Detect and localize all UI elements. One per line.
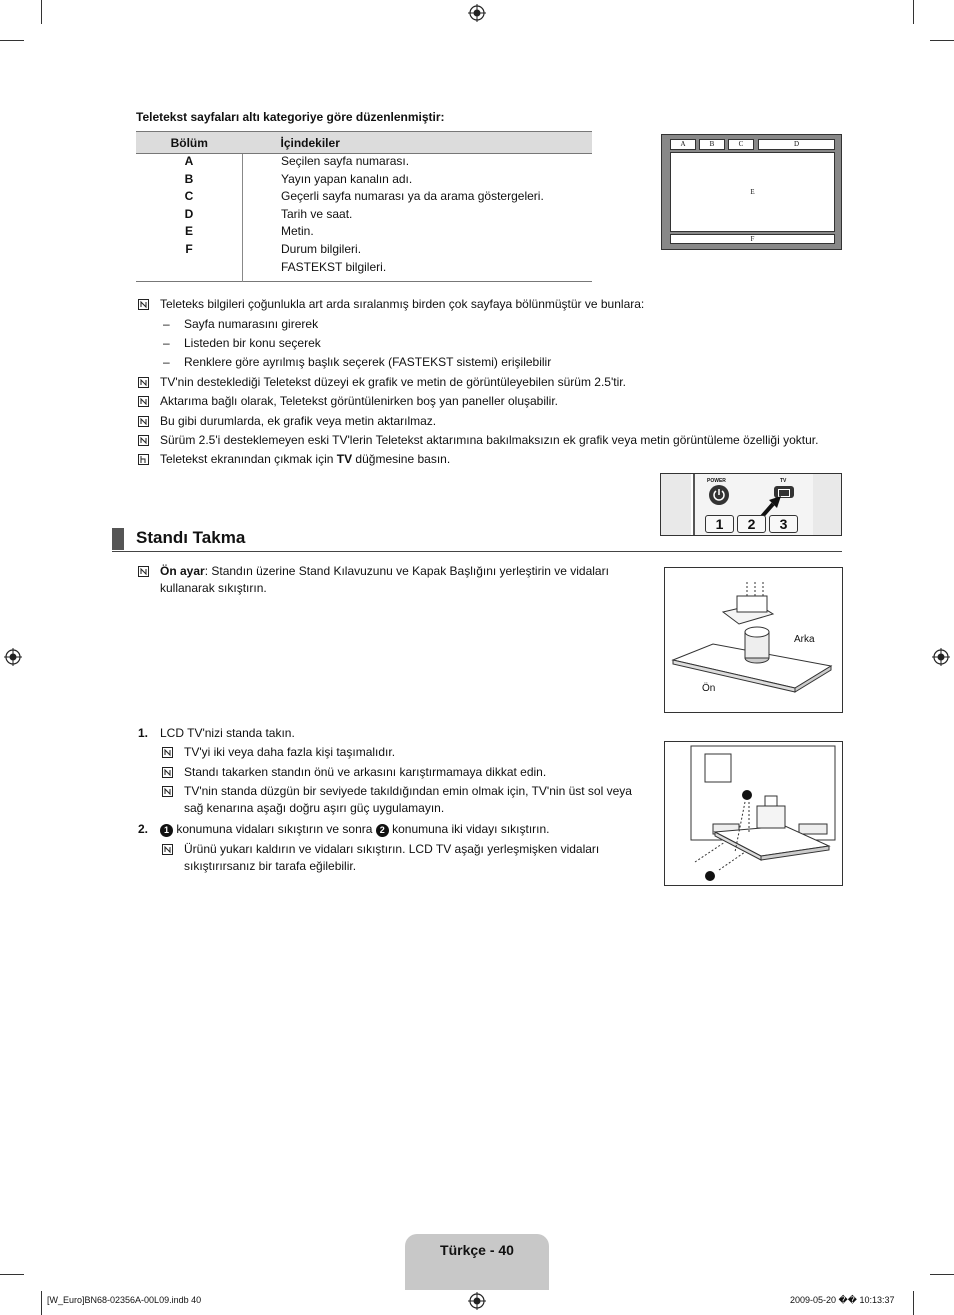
registration-mark-icon	[932, 648, 950, 666]
preset-note: Ön ayar: Standın üzerine Stand Kılavuzunu ve Kapak Başlığını yerleştirin ve vidaları	[160, 564, 609, 578]
note-text: TV'nin standa düzgün bir seviyede takıldığından emin olmak için, TV'nin üst sol veya	[184, 784, 632, 798]
note-text: Teleteks bilgileri çoğunlukla art arda sıralanmış birden çok sayfaya bölünmüştür ve bunlara:	[160, 297, 645, 311]
section-marker	[112, 528, 124, 550]
preset-note-cont: kullanarak sıkıştırın.	[160, 581, 267, 595]
table-row: FASTEKST bilgileri.	[136, 260, 592, 282]
note-icon	[138, 416, 149, 427]
section-rule	[112, 551, 842, 552]
tv-back-figure	[664, 741, 843, 886]
diagram-box-f: F	[670, 234, 835, 244]
stand-figure	[664, 567, 843, 713]
step-text: LCD TV'nizi standa takın.	[160, 726, 295, 740]
step-text: 1 konumuna vidaları sıkıştırın ve sonra 2 konumuna iki vidayı sıkıştırın.	[160, 821, 550, 838]
dash-bullet: –	[163, 317, 170, 331]
note-icon	[162, 767, 173, 778]
dash-text: Sayfa numarasını girerek	[184, 317, 319, 331]
crop-mark	[0, 40, 24, 41]
table-row: E Metin.	[136, 224, 592, 242]
crop-mark	[930, 40, 954, 41]
label-front: Ön	[702, 683, 716, 694]
note-icon	[138, 299, 149, 310]
crop-mark	[0, 1274, 24, 1275]
note-text: TV'yi iki veya daha fazla kişi taşımalıdır.	[184, 745, 396, 759]
circle-number-1: 1	[160, 824, 173, 837]
crop-mark	[41, 0, 42, 24]
registration-mark-icon	[468, 4, 486, 22]
dash-text: Listeden bir konu seçerek	[184, 336, 321, 350]
diagram-box-d: D	[758, 139, 835, 150]
note-icon	[162, 747, 173, 758]
tv-back-illustration	[665, 742, 842, 885]
table-row: A Seçilen sayfa numarası.	[136, 154, 592, 172]
note-icon	[138, 396, 149, 407]
table-header-contents: İçindekiler	[243, 132, 593, 154]
teletext-heading: Teletekst sayfaları altı kategoriye göre düzenlenmiştir:	[136, 110, 445, 124]
registration-mark-icon	[468, 1292, 486, 1310]
table-header-section: Bölüm	[136, 132, 243, 154]
note-text: Ürünü yukarı kaldırın ve vidaları sıkıştırın. LCD TV aşağı yerleşmişken vidaları	[184, 842, 600, 856]
note-text-exit: Teletekst ekranından çıkmak için TV düğmesine basın.	[160, 452, 451, 466]
table-row: D Tarih ve saat.	[136, 207, 592, 225]
note-icon	[162, 844, 173, 855]
teletext-table	[136, 131, 592, 282]
teletext-diagram	[661, 134, 842, 250]
note-text: Standı takarken standın önü ve arkasını karıştırmamaya dikkat edin.	[184, 765, 547, 779]
diagram-box-b: B	[699, 139, 725, 150]
key-1: 1	[705, 515, 734, 533]
note-text-cont: sıkıştırırsanız bir tarafa eğilebilir.	[184, 859, 357, 873]
dash-bullet: –	[163, 355, 170, 369]
power-icon	[709, 485, 729, 505]
crop-mark	[913, 0, 914, 24]
dash-text: Renklere göre ayrılmış başlık seçerek (FASTEKST sistemi) erişilebilir	[184, 355, 552, 369]
label-rear: Arka	[794, 634, 815, 645]
note-text-cont: sağ kenarına aşağı doğru aşırı güç uygulamayın.	[184, 801, 445, 815]
table-row: C Geçerli sayfa numarası ya da arama göstergeleri.	[136, 189, 592, 207]
table-row: B Yayın yapan kanalın adı.	[136, 172, 592, 190]
note-icon	[162, 786, 173, 797]
power-label: POWER	[707, 478, 726, 484]
remote-figure	[660, 473, 842, 536]
circle-number-2: 2	[376, 824, 389, 837]
diagram-box-e: E	[670, 152, 835, 232]
stand-illustration	[665, 568, 842, 712]
tv-label: TV	[780, 478, 787, 484]
note-icon	[138, 377, 149, 388]
dash-bullet: –	[163, 336, 170, 350]
step-number: 2.	[138, 822, 149, 836]
note-text: TV'nin desteklediği Teletekst düzeyi ek grafik ve metin de görüntüleyebilen sürüm 2.5'tir.	[160, 375, 626, 389]
key-3: 3	[769, 515, 798, 533]
diagram-box-a: A	[670, 139, 696, 150]
section-title: Standı Takma	[136, 528, 246, 547]
page-number: Türkçe - 40	[440, 1242, 514, 1258]
file-info: [W_Euro]BN68-02356A-00L09.indb 40	[47, 1295, 202, 1305]
tip-icon	[138, 454, 149, 465]
crop-mark	[41, 1291, 42, 1315]
crop-mark	[913, 1291, 914, 1315]
note-icon	[138, 566, 149, 577]
diagram-box-c: C	[728, 139, 754, 150]
registration-mark-icon	[4, 648, 22, 666]
power-button	[709, 485, 729, 505]
print-date: 2009-05-20 �� 10:13:37	[790, 1295, 895, 1305]
crop-mark	[930, 1274, 954, 1275]
step-number: 1.	[138, 726, 149, 740]
note-text: Aktarıma bağlı olarak, Teletekst görüntülenirken boş yan paneller oluşabilir.	[160, 394, 559, 408]
key-2: 2	[737, 515, 766, 533]
table-row: F Durum bilgileri.	[136, 242, 592, 260]
note-text: Bu gibi durumlarda, ek grafik veya metin aktarılmaz.	[160, 414, 437, 428]
note-text: Sürüm 2.5'i desteklemeyen eski TV'lerin Teletekst aktarımına bakılmaksızın ek grafik veya metin görüntüleme özelliği yoktur.	[160, 433, 819, 447]
note-icon	[138, 435, 149, 446]
